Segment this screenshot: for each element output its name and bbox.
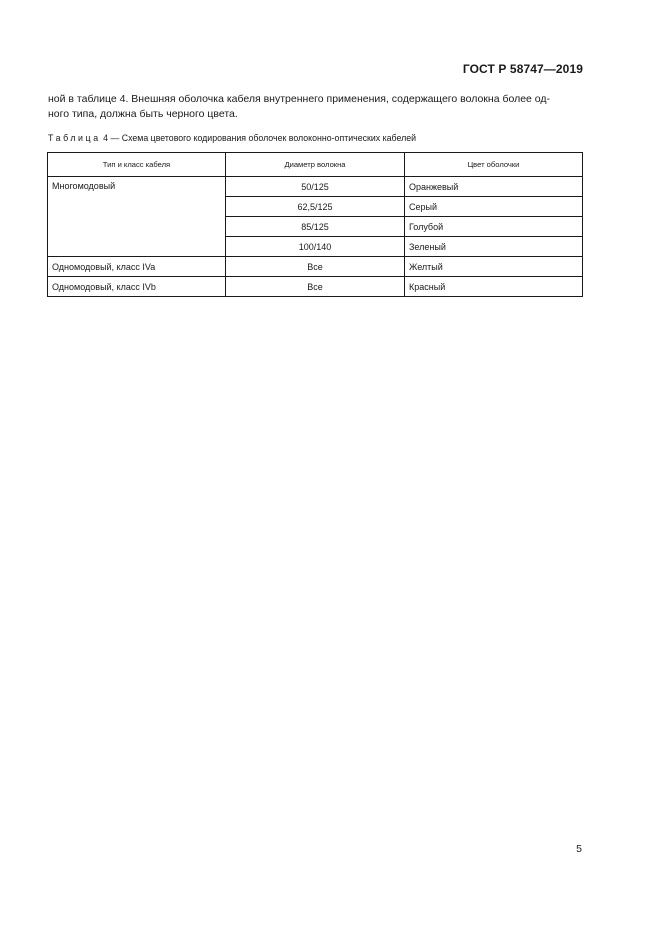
cell-color: Зеленый — [405, 237, 583, 257]
header-fiber-diameter: Диаметр волокна — [226, 153, 405, 177]
color-coding-table — [47, 152, 583, 297]
body-paragraph — [48, 92, 583, 121]
cell-color: Красный — [405, 277, 583, 297]
cell-color: Голубой — [405, 217, 583, 237]
cell-diameter: 62,5/125 — [226, 197, 405, 217]
cell-diameter: 50/125 — [226, 177, 405, 197]
table-row — [48, 177, 583, 197]
table-row — [48, 277, 583, 297]
table-caption — [48, 132, 416, 144]
cell-type: Одномодовый, класс IVb — [48, 277, 226, 297]
table-row — [48, 257, 583, 277]
cell-color: Желтый — [405, 257, 583, 277]
cell-color: Оранжевый — [405, 177, 583, 197]
paragraph-line-2: ного типа, должна быть черного цвета. — [48, 107, 238, 120]
cell-type-multimode: Многомодовый — [48, 177, 226, 257]
paragraph-line-1: ной в таблице 4. Внешняя оболочка кабеля внутреннего применения, содержащего волокна более од- — [48, 93, 551, 105]
cell-type: Одномодовый, класс IVa — [48, 257, 226, 277]
cell-diameter: 85/125 — [226, 217, 405, 237]
table-caption-label: Таблица — [48, 133, 101, 143]
cell-color: Серый — [405, 197, 583, 217]
cell-diameter: Все — [226, 277, 405, 297]
cell-diameter: 100/140 — [226, 237, 405, 257]
header-cable-type: Тип и класс кабеля — [48, 153, 226, 177]
cell-diameter: Все — [226, 257, 405, 277]
table-header-row — [48, 153, 583, 177]
document-code: ГОСТ Р 58747—2019 — [462, 62, 583, 76]
header-sheath-color: Цвет оболочки — [405, 153, 583, 177]
table-caption-text: 4 — Схема цветового кодирования оболочек волоконно-оптических кабелей — [103, 133, 417, 143]
page-number: 5 — [576, 843, 582, 855]
